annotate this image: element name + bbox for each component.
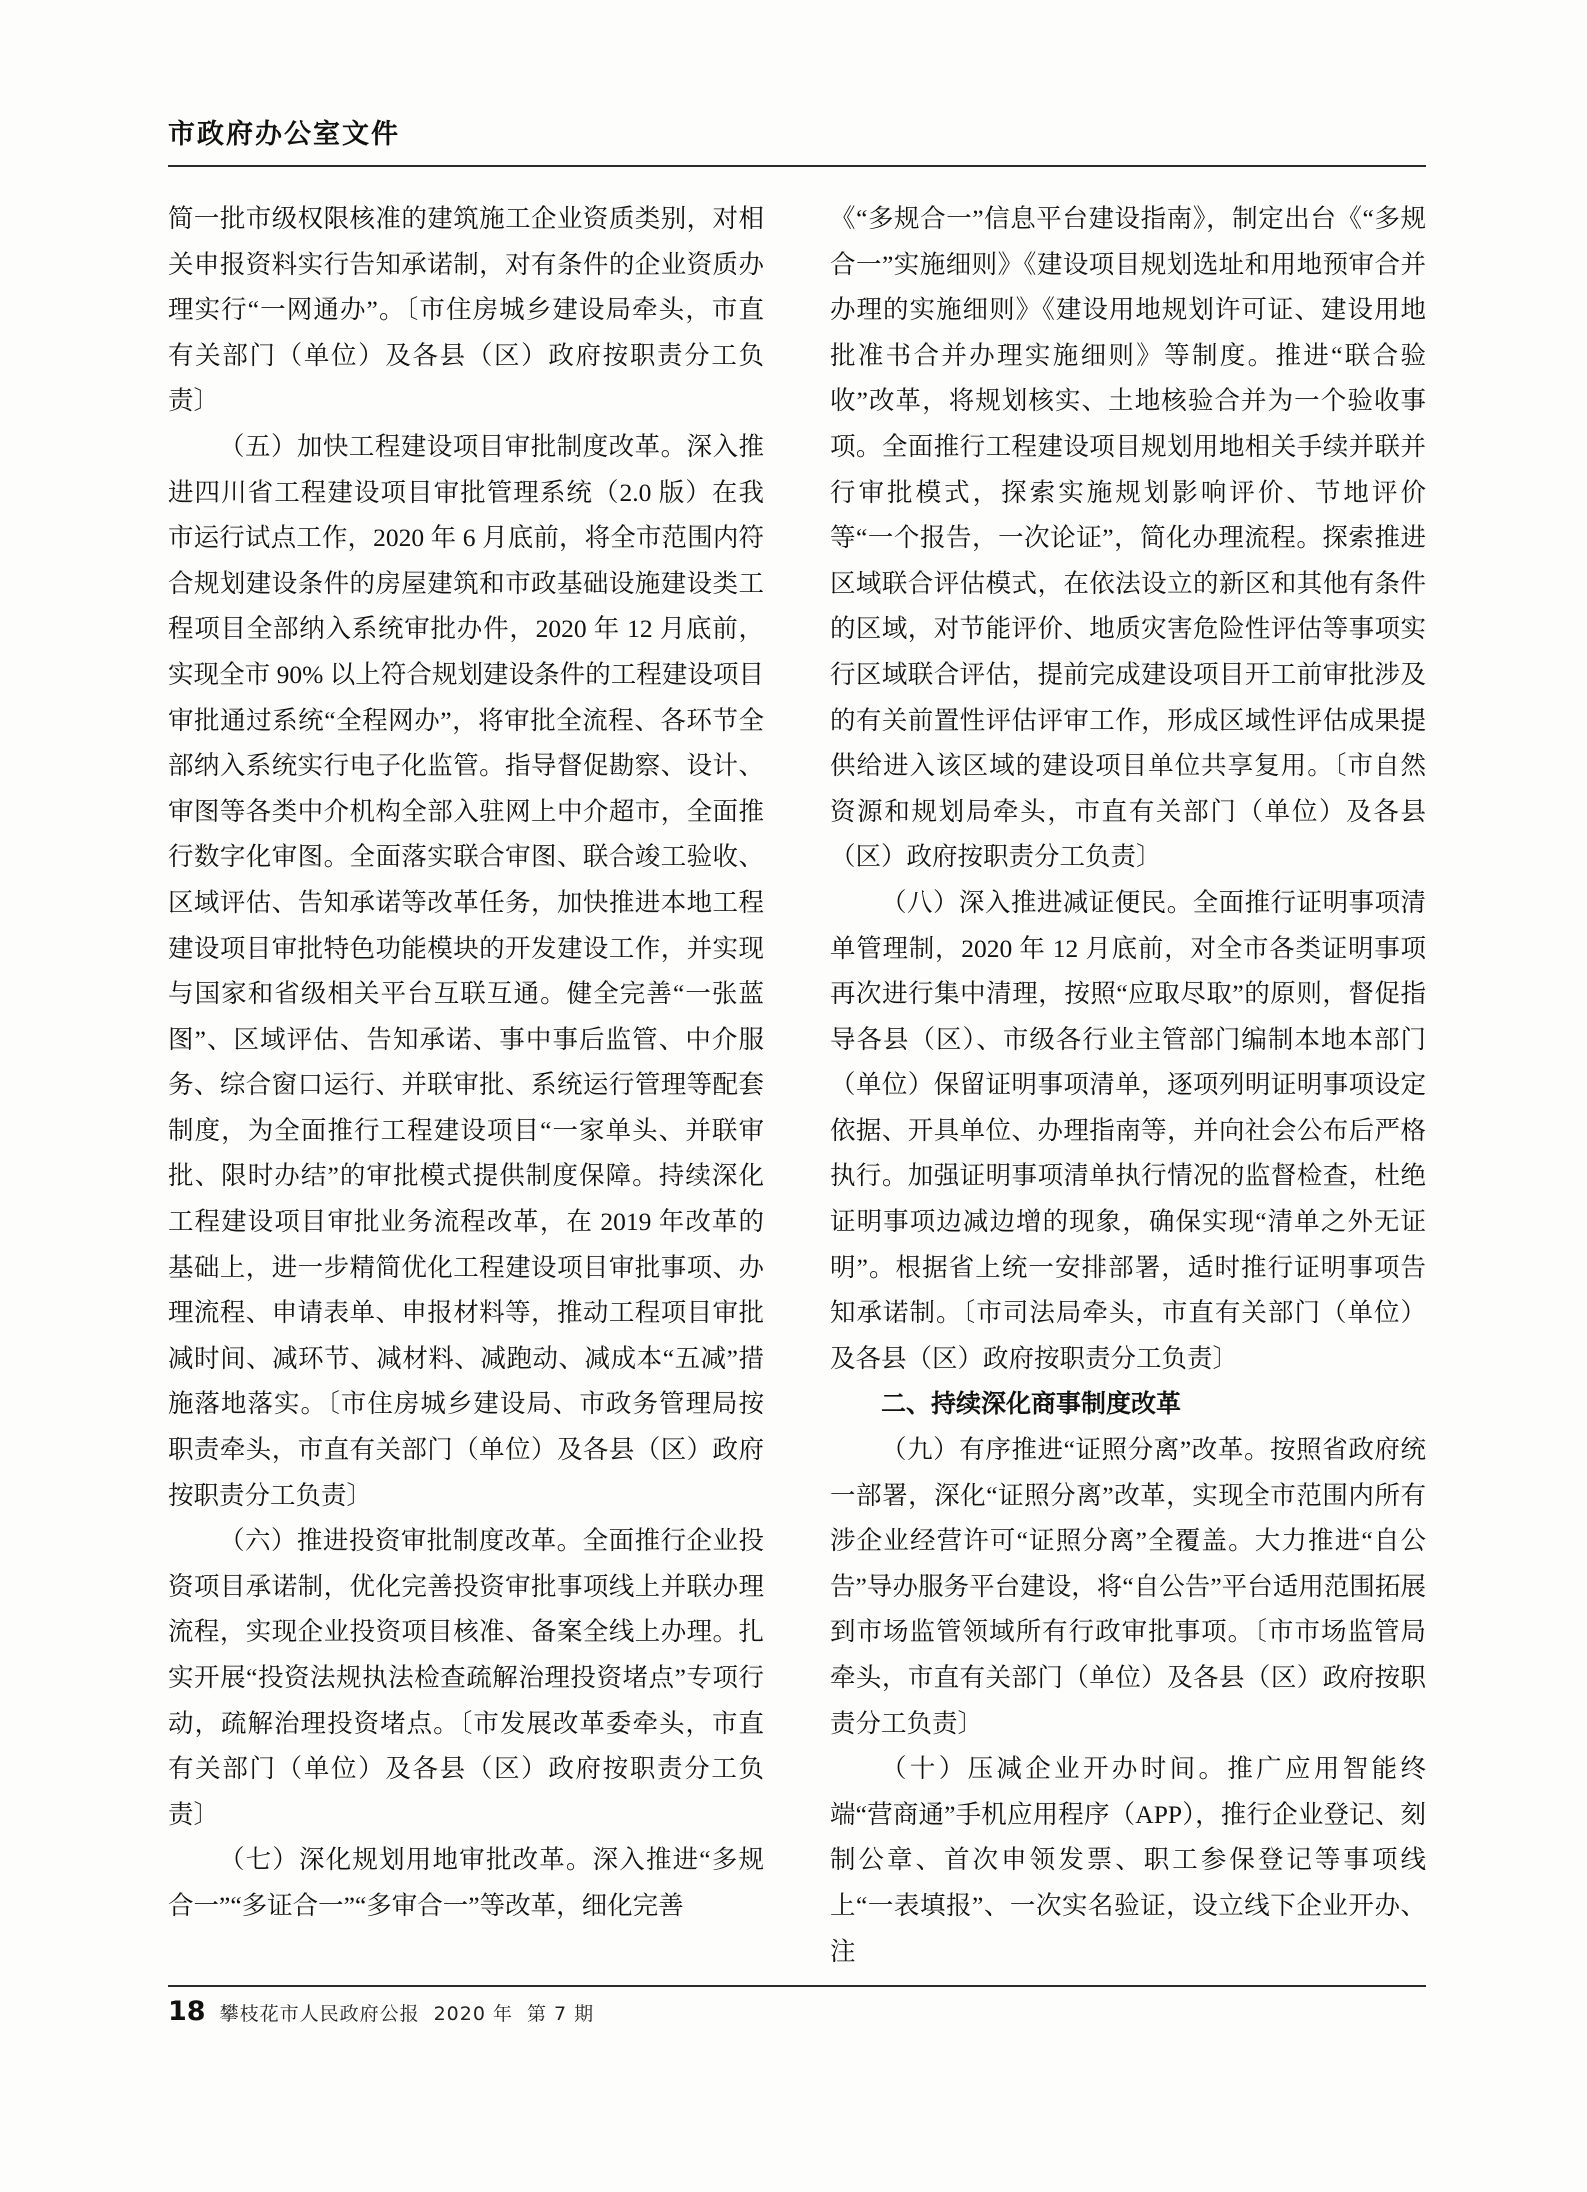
paragraph: （八）深入推进减证便民。全面推行证明事项清单管理制，2020 年 12 月底前，对全市各类证明事项再次进行集中清理，按照“应取尽取”的原则，督促指导各县（区）、市级各行业主管部门编制本地本部门（单位）保留证明事项清单，逐项列明证明事项设定依据、开具单位、办理指南等，并向社会公布后严格执行。加强证明事项清单执行情况的监督检查，杜绝证明事项边减边增的现象，确保实现“清单之外无证明”。根据省上统一安排部署，适时推行证明事项告知承诺制。〔市司法局牵头，市直有关部门（单位）及各县（区）政府按职责分工负责〕 [830, 887, 1426, 1373]
right-column [830, 196, 1426, 1966]
footer-divider [168, 1985, 1426, 1987]
paragraph: （十）压减企业开办时间。推广应用智能终端“营商通”手机应用程序（APP），推行企业登记、刻制公章、首次申领发票、职工参保登记等事项线上“一表填报”、一次实名验证，设立线下企业开办、注 [830, 1754, 1426, 1966]
publication-name: 攀枝花市人民政府公报 [219, 2003, 420, 2025]
paragraph: （六）推进投资审批制度改革。全面推行企业投资项目承诺制，优化完善投资审批事项线上并联办理流程，实现企业投资项目核准、备案全线上办理。扎实开展“投资法规执法检查疏解治理投资堵点”专项行动，疏解治理投资堵点。〔市发展改革委牵头，市直有关部门（单位）及各县（区）政府按职责分工负责〕 [168, 1526, 764, 1829]
page-footer [168, 1996, 1426, 2027]
publication-issue: 第 7 期 [527, 2003, 595, 2025]
paragraph: （五）加快工程建设项目审批制度改革。深入推进四川省工程建设项目审批管理系统（2.0 版）在我市运行试点工作，2020 年 6 月底前，将全市范围内符合规划建设条件的房屋建筑和市政基础设施建设类工程项目全部纳入系统审批办件，2020 年 12 月底前，实现全市 90% 以上符合规划建设条件的工程建设项目审批通过系统“全程网办”，将审批全流程、各环节全部纳入系统实行电子化监管。指导督促勘察、设计、审图等各类中介机构全部入驻网上中介超市，全面推行数字化审图。全面落实联合审图、联合竣工验收、区域评估、告知承诺等改革任务，加快推进本地工程建设项目审批特色功能模块的开发建设工作，并实现与国家和省级相关平台互联互通。健全完善“一张蓝图”、区域评估、告知承诺、事中事后监管、中介服务、综合窗口运行、并联审批、系统运行管理等配套制度，为全面推行工程建设项目“一家单头、并联审批、限时办结”的审批模式提供制度保障。持续深化工程建设项目审批业务流程改革，在 2019 年改革的基础上，进一步精简优化工程建设项目审批事项、办理流程、申请表单、申报材料等，推动工程项目审批减时间、减环节、减材料、减跑动、减成本“五减”措施落地落实。〔市住房城乡建设局、市政务管理局按职责牵头，市直有关部门（单位）及各县（区）政府按职责分工负责〕 [168, 431, 764, 1510]
two-column-body [168, 196, 1426, 1966]
paragraph: （九）有序推进“证照分离”改革。按照省政府统一部署，深化“证照分离”改革，实现全市范围内所有涉企业经营许可“证照分离”全覆盖。大力推进“自公告”导办服务平台建设，将“自公告”平台适用范围拓展到市场监管领域所有行政审批事项。〔市市场监管局牵头，市直有关部门（单位）及各县（区）政府按职责分工负责〕 [830, 1435, 1426, 1738]
header-title: 市政府办公室文件 [168, 119, 400, 150]
page-number: 18 [168, 1996, 206, 2027]
paragraph: （七）深化规划用地审批改革。深入推进“多规合一”“多证合一”“多审合一”等改革，细化完善 [168, 1845, 764, 1920]
page-header [168, 112, 1428, 151]
paragraph: 简一批市级权限核准的建筑施工企业资质类别，对相关申报资料实行告知承诺制，对有条件的企业资质办理实行“一网通办”。〔市住房城乡建设局牵头，市直有关部门（单位）及各县（区）政府按职责分工负责〕 [168, 204, 764, 416]
header-divider [168, 165, 1426, 167]
left-column [168, 196, 764, 1956]
publication-year: 2020 年 [433, 2003, 513, 2025]
paragraph: 《“多规合一”信息平台建设指南》，制定出台《“多规合一”实施细则》《建设项目规划选址和用地预审合并办理的实施细则》《建设用地规划许可证、建设用地批准书合并办理实施细则》等制度。推进“联合验收”改革，将规划核实、土地核验合并为一个验收事项。全面推行工程建设项目规划用地相关手续并联并行审批模式，探索实施规划影响评价、节地评价等“一个报告，一次论证”，简化办理流程。探索推进区域联合评估模式，在依法设立的新区和其他有条件的区域，对节能评价、地质灾害危险性评估等事项实行区域联合评估，提前完成建设项目开工前审批涉及的有关前置性评估评审工作，形成区域性评估成果提供给进入该区域的建设项目单位共享复用。〔市自然资源和规划局牵头，市直有关部门（单位）及各县（区）政府按职责分工负责〕 [830, 204, 1426, 872]
section-heading: 二、持续深化商事制度改革 [881, 1389, 1182, 1419]
